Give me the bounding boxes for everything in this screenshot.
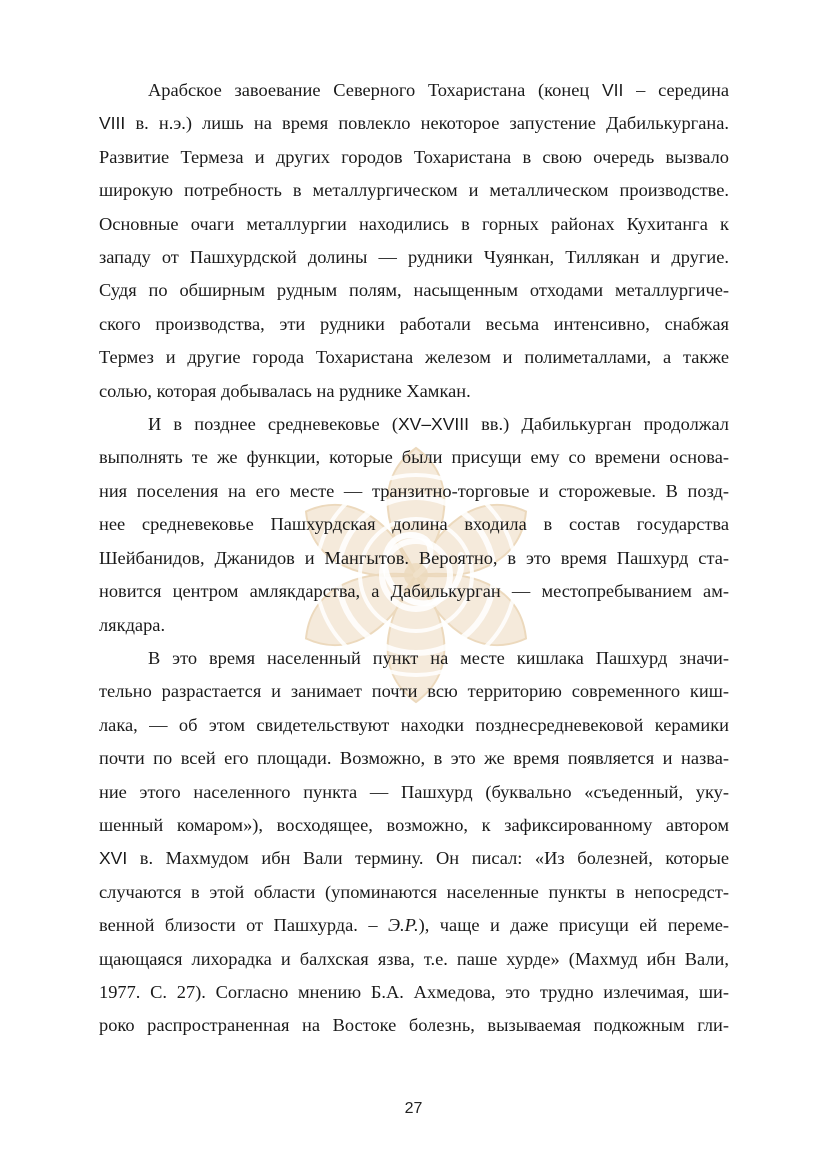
text-run: случаются в этой области (упоминаются населенные пункты в непосредст- bbox=[99, 881, 729, 902]
text-line bbox=[99, 208, 729, 241]
text-run: Основные очаги металлургии находились в горных районах Кухитанга к bbox=[99, 213, 729, 234]
text-line bbox=[99, 241, 729, 274]
text-line bbox=[99, 508, 729, 541]
text-line bbox=[99, 909, 729, 942]
text-run: Арабское завоевание Северного Тохаристана (конец bbox=[148, 80, 602, 100]
text-line bbox=[99, 308, 729, 341]
text-run: В это время населенный пункт на месте кишлака Пашхурд значи- bbox=[148, 647, 729, 668]
text-run: Шейбанидов, Джанидов и Мангытов. Вероятно, в это время Пашхурд ста- bbox=[99, 547, 729, 568]
text-run: почти по всей его площади. Возможно, в это же время появляется и назва- bbox=[99, 748, 729, 769]
text-run: 1977. С. 27). Согласно мнению Б.А. Ахмедова, это трудно излечимая, ши- bbox=[99, 981, 729, 1002]
text-line bbox=[99, 174, 729, 207]
text-line bbox=[99, 441, 729, 474]
text-run: Развитие Термеза и других городов Тохаристана в свою очередь вызвало bbox=[99, 146, 729, 167]
text-run: И в позднее средневековье ( bbox=[148, 414, 398, 435]
text-run: вв.) Дабилькурган продолжал bbox=[468, 414, 729, 435]
text-run: лякдара. bbox=[99, 614, 166, 635]
text-line bbox=[99, 475, 729, 508]
text-line bbox=[99, 609, 729, 642]
text-line bbox=[99, 274, 729, 307]
text-line bbox=[99, 842, 729, 875]
text-run: ), чаще и даже присущи ей переме- bbox=[418, 915, 729, 936]
text-run: в. Махмудом ибн Вали термину. Он писал: «Из болезней, которые bbox=[127, 848, 729, 869]
text-line bbox=[99, 709, 729, 742]
text-run: – середина bbox=[623, 80, 730, 100]
paragraph bbox=[99, 408, 729, 642]
text-run: западу от Пашхурдской долины — рудники Чуянкан, Тиллякан и другие. bbox=[99, 247, 729, 268]
text-line bbox=[99, 675, 729, 708]
text-run: нее средневековье Пашхурдская долина входила в состав государства bbox=[99, 514, 729, 535]
text-line bbox=[99, 742, 729, 775]
text-run: шенный комаром»), восходящее, возможно, к зафиксированному автором bbox=[99, 814, 729, 835]
page-number: 27 bbox=[404, 1100, 423, 1117]
text-line bbox=[99, 575, 729, 608]
text-run: роко распространенная на Востоке болезнь, вызываемая подкожным гли- bbox=[99, 1015, 729, 1036]
text-line bbox=[99, 642, 729, 675]
paragraph bbox=[99, 74, 729, 408]
body-text bbox=[99, 74, 729, 1043]
text-line bbox=[99, 943, 729, 976]
text-line bbox=[99, 74, 729, 107]
roman-numeral: VII bbox=[602, 80, 624, 100]
text-run: Термез и другие города Тохаристана железом и полиметаллами, а также bbox=[99, 347, 729, 368]
text-run: щающаяся лихорадка и балхская язва, т.е. паше хурде» (Махмуд ибн Вали, bbox=[99, 948, 729, 969]
roman-numeral: XVI bbox=[99, 848, 128, 869]
italic-initials: Э.Р. bbox=[387, 915, 419, 936]
text-line bbox=[99, 141, 729, 174]
text-run: широкую потребность в металлургическом и металлическом производстве. bbox=[99, 180, 729, 201]
text-run: ского производства, эти рудники работали весьма интенсивно, снабжая bbox=[99, 313, 729, 334]
text-line bbox=[99, 341, 729, 374]
text-run: в. н.э.) лишь на время повлекло некоторое запустение Дабилькургана. bbox=[125, 113, 729, 134]
text-line bbox=[99, 107, 729, 140]
text-line bbox=[99, 876, 729, 909]
roman-numeral: XV–XVIII bbox=[397, 414, 469, 435]
text-run: новится центром амлякдарства, а Дабилькурган — местопребыванием ам- bbox=[99, 581, 729, 602]
text-run: венной близости от Пашхурда. – bbox=[99, 915, 388, 936]
text-run: солью, которая добывалась на руднике Хамкан. bbox=[99, 380, 471, 401]
text-line bbox=[99, 375, 729, 408]
text-line bbox=[99, 1009, 729, 1042]
text-run: ние этого населенного пункта — Пашхурд (буквально «съеденный, уку- bbox=[99, 781, 729, 802]
roman-numeral: VIII bbox=[99, 113, 126, 134]
text-line bbox=[99, 976, 729, 1009]
text-run: лака, — об этом свидетельствуют находки позднесредневековой керамики bbox=[99, 714, 729, 735]
text-line bbox=[99, 408, 729, 441]
text-run: тельно разрастается и занимает почти всю территорию современного киш- bbox=[99, 681, 729, 702]
text-run: ния поселения на его месте — транзитно-торговые и сторожевые. В позд- bbox=[99, 480, 729, 501]
text-run: выполнять те же функции, которые были присущи ему со времени основа- bbox=[99, 447, 729, 468]
paragraph bbox=[99, 642, 729, 1043]
text-line bbox=[99, 542, 729, 575]
text-line bbox=[99, 809, 729, 842]
text-line bbox=[99, 776, 729, 809]
text-run: Судя по обширным рудным полям, насыщенным отходами металлургиче- bbox=[99, 280, 729, 301]
